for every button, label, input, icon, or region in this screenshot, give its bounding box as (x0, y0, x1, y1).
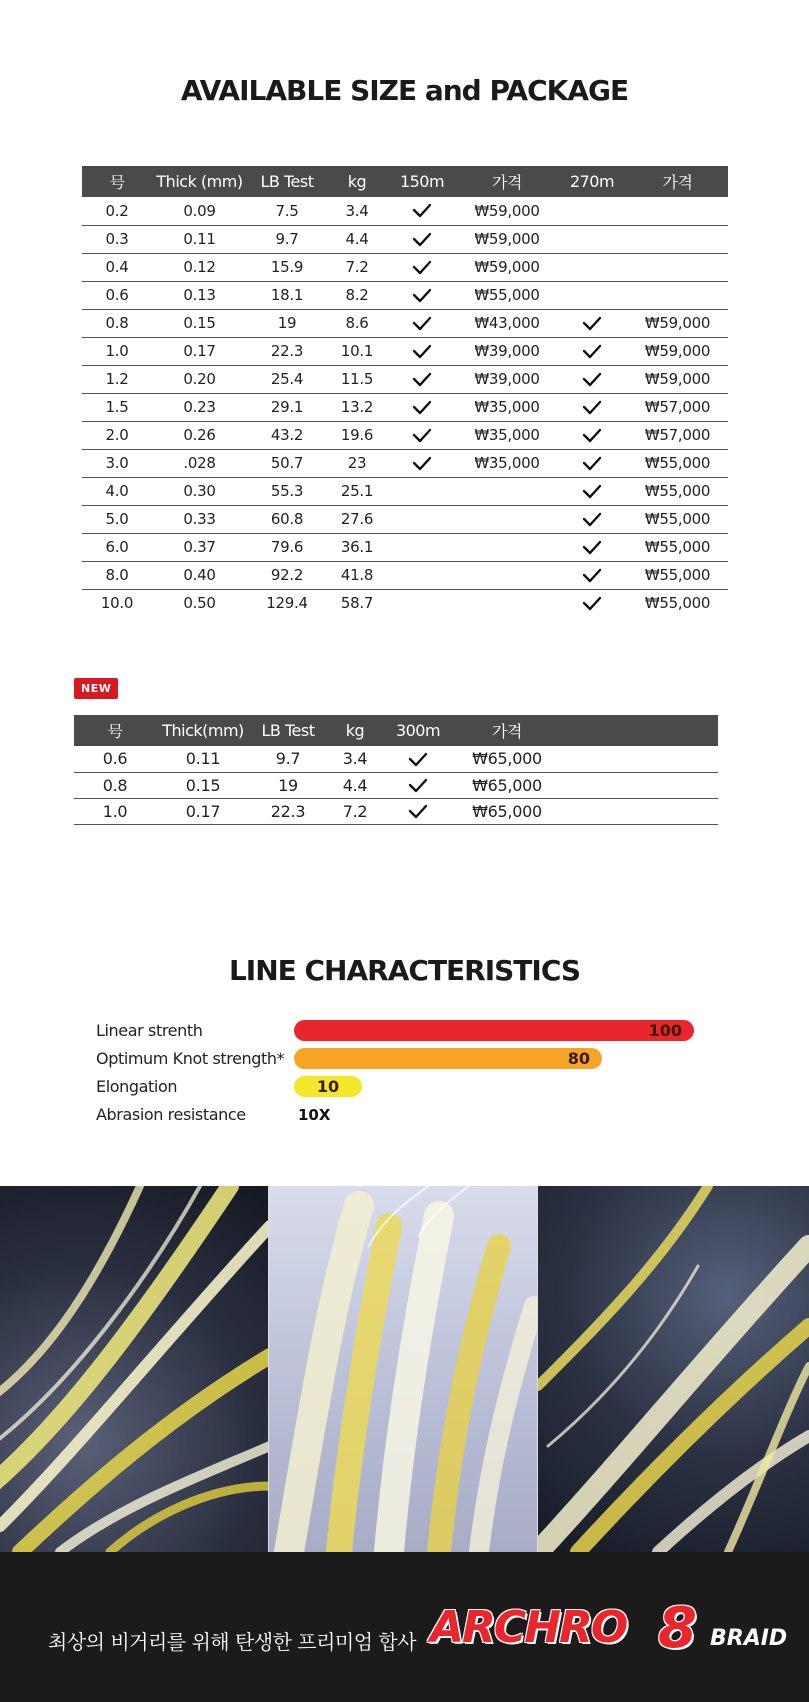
table-row (82, 421, 728, 449)
price-270m-cell: ₩57,000 (627, 393, 728, 421)
check-270m-cell (557, 533, 627, 561)
price-270m-cell (627, 225, 728, 253)
table-row (82, 589, 728, 617)
kg-cell: 4.4 (326, 772, 384, 798)
check-270m-cell (557, 393, 627, 421)
characteristic-label: Elongation (96, 1077, 178, 1096)
characteristic-row (96, 1046, 736, 1074)
lb-test-cell: 92.2 (247, 561, 327, 589)
price-150m-cell: ₩59,000 (457, 253, 557, 281)
lb-test-cell: 7.5 (247, 197, 327, 225)
header-kg: kg (326, 715, 384, 746)
kg-cell: 23 (327, 449, 387, 477)
lb-test-cell: 43.2 (247, 421, 327, 449)
size-cell: 1.2 (82, 365, 152, 393)
kg-cell: 25.1 (327, 477, 387, 505)
table-row (82, 561, 728, 589)
check-150m-cell (387, 505, 457, 533)
check-icon (412, 344, 432, 360)
brand-name: ARCHRO (430, 1602, 627, 1653)
header-price-150m: 가격 (457, 166, 557, 197)
check-150m-cell (387, 197, 457, 225)
check-icon (582, 596, 602, 612)
linear-strength-bar (294, 1020, 694, 1041)
price-150m-cell (457, 561, 557, 589)
size-cell: 3.0 (82, 449, 152, 477)
price-150m-cell: ₩59,000 (457, 197, 557, 225)
size-cell: 10.0 (100, 594, 134, 613)
thick-cell: 0.23 (152, 393, 247, 421)
check-270m-cell (557, 337, 627, 365)
check-150m-cell (387, 449, 457, 477)
fiber-photo-strip (0, 1186, 809, 1552)
kg-cell: 36.1 (327, 533, 387, 561)
size-cell: 0.3 (82, 225, 152, 253)
thick-cell: 0.15 (156, 772, 250, 798)
lb-test-cell: 19 (247, 309, 327, 337)
price-150m-cell: ₩59,000 (457, 225, 557, 253)
table-header-row (74, 715, 718, 746)
lb-test-cell: 9.7 (247, 225, 327, 253)
knot-strength-bar (294, 1048, 602, 1069)
empty-cell (562, 798, 718, 824)
check-270m-cell (557, 505, 627, 533)
table-row (82, 449, 728, 477)
size-cell: 0.6 (82, 281, 152, 309)
check-icon (582, 540, 602, 556)
thick-cell: 0.37 (152, 533, 247, 561)
price-150m-cell: ₩55,000 (457, 281, 557, 309)
price-cell: ₩65,000 (452, 798, 562, 824)
check-270m-cell (557, 197, 627, 225)
header-empty (562, 715, 718, 746)
price-150m-cell (457, 477, 557, 505)
check-icon (582, 484, 602, 500)
check-150m-cell (387, 309, 457, 337)
table-row (82, 309, 728, 337)
lb-test-cell: 25.4 (247, 365, 327, 393)
table-row (82, 365, 728, 393)
table-row (82, 225, 728, 253)
price-150m-cell (457, 505, 557, 533)
brand-number: 8 (658, 1596, 697, 1661)
thick-cell: 0.12 (152, 253, 247, 281)
kg-cell: 4.4 (327, 225, 387, 253)
table-row (74, 798, 718, 824)
check-270m-cell (557, 449, 627, 477)
thick-cell: .028 (152, 449, 247, 477)
header-270m: 270m (557, 166, 627, 197)
characteristic-label: Abrasion resistance (96, 1105, 246, 1124)
check-270m-cell (557, 589, 627, 617)
header-lb-test: LB Test (250, 715, 326, 746)
check-icon (582, 316, 602, 332)
check-icon (412, 203, 432, 219)
brand-sub: BRAID (710, 1626, 788, 1651)
thick-cell: 0.33 (152, 505, 247, 533)
price-270m-cell (627, 253, 728, 281)
kg-cell: 41.8 (327, 561, 387, 589)
lb-test-cell: 50.7 (247, 449, 327, 477)
price-270m-cell: ₩55,000 (627, 533, 728, 561)
header-price: 가격 (452, 715, 562, 746)
price-150m-cell: ₩35,000 (457, 393, 557, 421)
price-150m-cell: ₩35,000 (457, 421, 557, 449)
line-characteristics-title: LINE CHARACTERISTICS (228, 954, 581, 987)
size-package-title: AVAILABLE SIZE and PACKAGE (180, 74, 629, 107)
price-150m-cell (457, 589, 557, 617)
characteristic-row (96, 1074, 736, 1102)
price-150m-cell (457, 533, 557, 561)
check-300m-cell (384, 798, 452, 824)
lb-test-cell: 55.3 (247, 477, 327, 505)
kg-cell: 8.6 (327, 309, 387, 337)
check-150m-cell (387, 561, 457, 589)
table-row (82, 533, 728, 561)
check-icon (582, 568, 602, 584)
lb-test-cell: 15.9 (247, 253, 327, 281)
thick-cell: 0.26 (152, 421, 247, 449)
price-cell: ₩65,000 (452, 746, 562, 772)
kg-cell: 58.7 (340, 594, 374, 613)
price-270m-cell (627, 281, 728, 309)
check-150m-cell (387, 337, 457, 365)
lb-test-cell: 18.1 (247, 281, 327, 309)
lb-test-cell: 22.3 (250, 798, 326, 824)
bar-value: 10 (316, 1077, 340, 1096)
check-150m-cell (387, 421, 457, 449)
kg-cell: 7.2 (326, 798, 384, 824)
price-270m-cell: ₩57,000 (627, 421, 728, 449)
check-150m-cell (387, 477, 457, 505)
size-cell: 5.0 (82, 505, 152, 533)
check-270m-cell (557, 561, 627, 589)
kg-cell: 27.6 (327, 505, 387, 533)
check-150m-cell (387, 533, 457, 561)
check-300m-cell (384, 772, 452, 798)
check-icon (582, 428, 602, 444)
check-icon (582, 400, 602, 416)
price-150m-cell: ₩39,000 (457, 365, 557, 393)
header-lb-test: LB Test (247, 166, 327, 197)
price-270m-cell (627, 197, 728, 225)
check-270m-cell (557, 253, 627, 281)
lb-test-cell: 79.6 (247, 533, 327, 561)
check-icon (412, 400, 432, 416)
abrasion-value: 10X (298, 1106, 331, 1124)
check-icon (412, 372, 432, 388)
check-icon (412, 316, 432, 332)
footer-tagline: 최상의 비거리를 위해 탄생한 프리미엄 합사 (48, 1630, 417, 1654)
price-150m-cell: ₩43,000 (457, 309, 557, 337)
characteristic-row (96, 1018, 736, 1046)
fiber-photo (268, 1186, 538, 1552)
table-row (82, 197, 728, 225)
header-thick: Thick (mm) (152, 166, 247, 197)
price-270m-cell: ₩55,000 (627, 477, 728, 505)
thick-cell: 0.50 (183, 594, 216, 613)
table-row (74, 746, 718, 772)
lb-test-cell: 60.8 (247, 505, 327, 533)
table-row (74, 772, 718, 798)
fiber-photo (538, 1186, 809, 1552)
new-badge: NEW (74, 678, 118, 699)
price-270m-cell: ₩59,000 (627, 309, 728, 337)
header-price-270m: 가격 (627, 166, 728, 197)
empty-cell (562, 746, 718, 772)
check-icon (408, 752, 428, 768)
check-150m-cell (387, 393, 457, 421)
characteristic-row (96, 1102, 736, 1130)
size-cell: 1.5 (82, 393, 152, 421)
check-icon (412, 288, 432, 304)
size-cell: 1.0 (74, 798, 156, 824)
check-icon (412, 232, 432, 248)
table-row (82, 393, 728, 421)
bar-value: 100 (648, 1021, 682, 1040)
check-270m-cell (557, 281, 627, 309)
characteristics-list (96, 1018, 736, 1130)
brand-logo (430, 1596, 790, 1682)
lb-test-cell: 19 (250, 772, 326, 798)
header-thick: Thick(mm) (156, 715, 250, 746)
check-icon (408, 804, 428, 820)
size-cell: 8.0 (82, 561, 152, 589)
table-row (82, 337, 728, 365)
check-270m-cell (557, 225, 627, 253)
size-cell: 2.0 (82, 421, 152, 449)
size-cell: 0.8 (74, 772, 156, 798)
check-icon (582, 456, 602, 472)
kg-cell: 7.2 (327, 253, 387, 281)
lb-test-cell: 22.3 (247, 337, 327, 365)
check-270m-cell (557, 421, 627, 449)
thick-cell: 0.11 (156, 746, 250, 772)
characteristic-label: Linear strenth (96, 1021, 203, 1040)
fiber-photo (0, 1186, 268, 1552)
check-150m-cell (387, 365, 457, 393)
kg-cell: 13.2 (327, 393, 387, 421)
lb-test-cell: 9.7 (250, 746, 326, 772)
kg-cell: 19.6 (327, 421, 387, 449)
check-150m-cell (387, 253, 457, 281)
thick-cell: 0.17 (156, 798, 250, 824)
price-cell: ₩65,000 (452, 772, 562, 798)
size-cell: 4.0 (82, 477, 152, 505)
size-cell: 0.4 (82, 253, 152, 281)
price-150m-cell: ₩39,000 (457, 337, 557, 365)
size-cell: 0.2 (82, 197, 152, 225)
kg-cell: 10.1 (327, 337, 387, 365)
price-270m-cell: ₩55,000 (627, 449, 728, 477)
kg-cell: 11.5 (327, 365, 387, 393)
size-cell: 6.0 (82, 533, 152, 561)
thick-cell: 0.11 (152, 225, 247, 253)
check-150m-cell (387, 589, 457, 617)
kg-cell: 3.4 (327, 197, 387, 225)
price-270m-cell: ₩59,000 (627, 337, 728, 365)
check-270m-cell (557, 365, 627, 393)
characteristic-label: Optimum Knot strength* (96, 1049, 285, 1068)
check-270m-cell (557, 309, 627, 337)
table-row (82, 477, 728, 505)
lb-test-cell: 129.4 (266, 594, 308, 613)
size-package-table (82, 166, 728, 617)
check-270m-cell (557, 477, 627, 505)
thick-cell: 0.13 (152, 281, 247, 309)
size-cell: 1.0 (82, 337, 152, 365)
thick-cell: 0.30 (152, 477, 247, 505)
header-size: 号 (74, 715, 156, 746)
table-header-row (82, 166, 728, 197)
header-size: 号 (82, 166, 152, 197)
footer-banner (0, 1552, 809, 1702)
check-150m-cell (387, 281, 457, 309)
header-kg: kg (327, 166, 387, 197)
check-icon (412, 260, 432, 276)
check-icon (582, 512, 602, 528)
bar-value: 80 (567, 1049, 590, 1068)
size-cell: 0.8 (82, 309, 152, 337)
thick-cell: 0.40 (152, 561, 247, 589)
lb-test-cell: 29.1 (247, 393, 327, 421)
thick-cell: 0.15 (152, 309, 247, 337)
price-270m-cell: ₩55,000 (627, 505, 728, 533)
price-270m-cell: ₩59,000 (627, 365, 728, 393)
kg-cell: 8.2 (327, 281, 387, 309)
new-package-table (74, 715, 718, 825)
check-icon (412, 428, 432, 444)
header-150m: 150m (387, 166, 457, 197)
thick-cell: 0.09 (152, 197, 247, 225)
check-300m-cell (384, 746, 452, 772)
check-icon (412, 456, 432, 472)
table-row (82, 505, 728, 533)
price-150m-cell: ₩35,000 (457, 449, 557, 477)
elongation-bar (294, 1076, 362, 1097)
table-row (82, 281, 728, 309)
check-icon (582, 344, 602, 360)
thick-cell: 0.20 (152, 365, 247, 393)
kg-cell: 3.4 (326, 746, 384, 772)
price-270m-cell: ₩55,000 (644, 594, 711, 613)
check-icon (582, 372, 602, 388)
thick-cell: 0.17 (152, 337, 247, 365)
size-cell: 0.6 (74, 746, 156, 772)
check-150m-cell (387, 225, 457, 253)
price-270m-cell: ₩55,000 (627, 561, 728, 589)
check-icon (408, 778, 428, 794)
header-300m: 300m (384, 715, 452, 746)
table-row (82, 253, 728, 281)
empty-cell (562, 772, 718, 798)
